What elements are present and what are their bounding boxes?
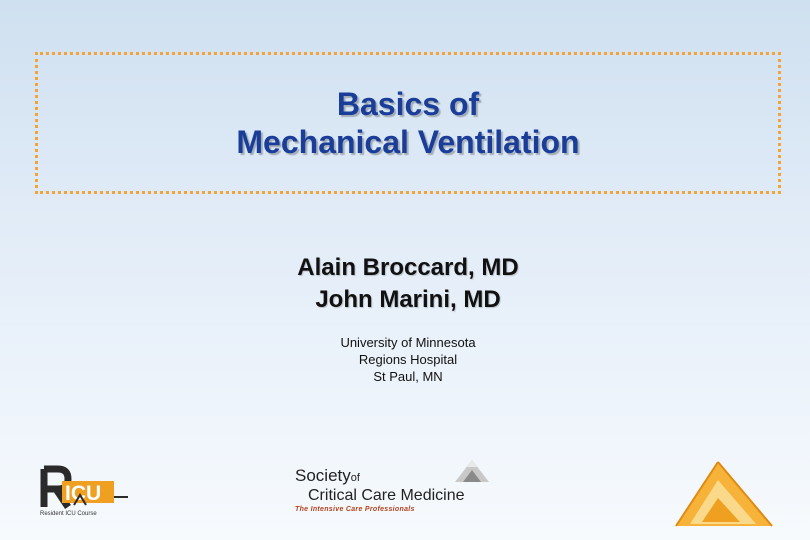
affiliation-city: St Paul, MN	[373, 369, 443, 384]
triangle-corner-icon	[672, 458, 776, 530]
author-1: Alain Broccard, MD	[297, 254, 519, 281]
affiliation	[0, 334, 810, 385]
ricu-logo	[38, 463, 134, 517]
sccm-logo	[290, 458, 500, 516]
sccm-society-text: Society	[295, 466, 351, 485]
title-line-1: Basics of	[336, 86, 480, 122]
title-box	[35, 52, 781, 194]
title-line-2: Mechanical Ventilation	[236, 124, 580, 160]
sccm-name-line1	[295, 466, 360, 486]
sccm-of-text: of	[350, 472, 360, 484]
affiliation-hospital: Regions Hospital	[358, 352, 458, 367]
sccm-tagline: The Intensive Care Professionals	[295, 506, 415, 513]
affiliation-university: University of Minnesota	[340, 335, 476, 350]
svg-text:ICU: ICU	[65, 482, 102, 505]
authors	[0, 252, 810, 316]
sccm-name-line2: Critical Care Medicine	[308, 487, 465, 504]
author-2: John Marini, MD	[315, 286, 501, 313]
sccm-mountain-icon	[453, 458, 491, 484]
svg-text:Resident ICU Course: Resident ICU Course	[40, 511, 97, 517]
